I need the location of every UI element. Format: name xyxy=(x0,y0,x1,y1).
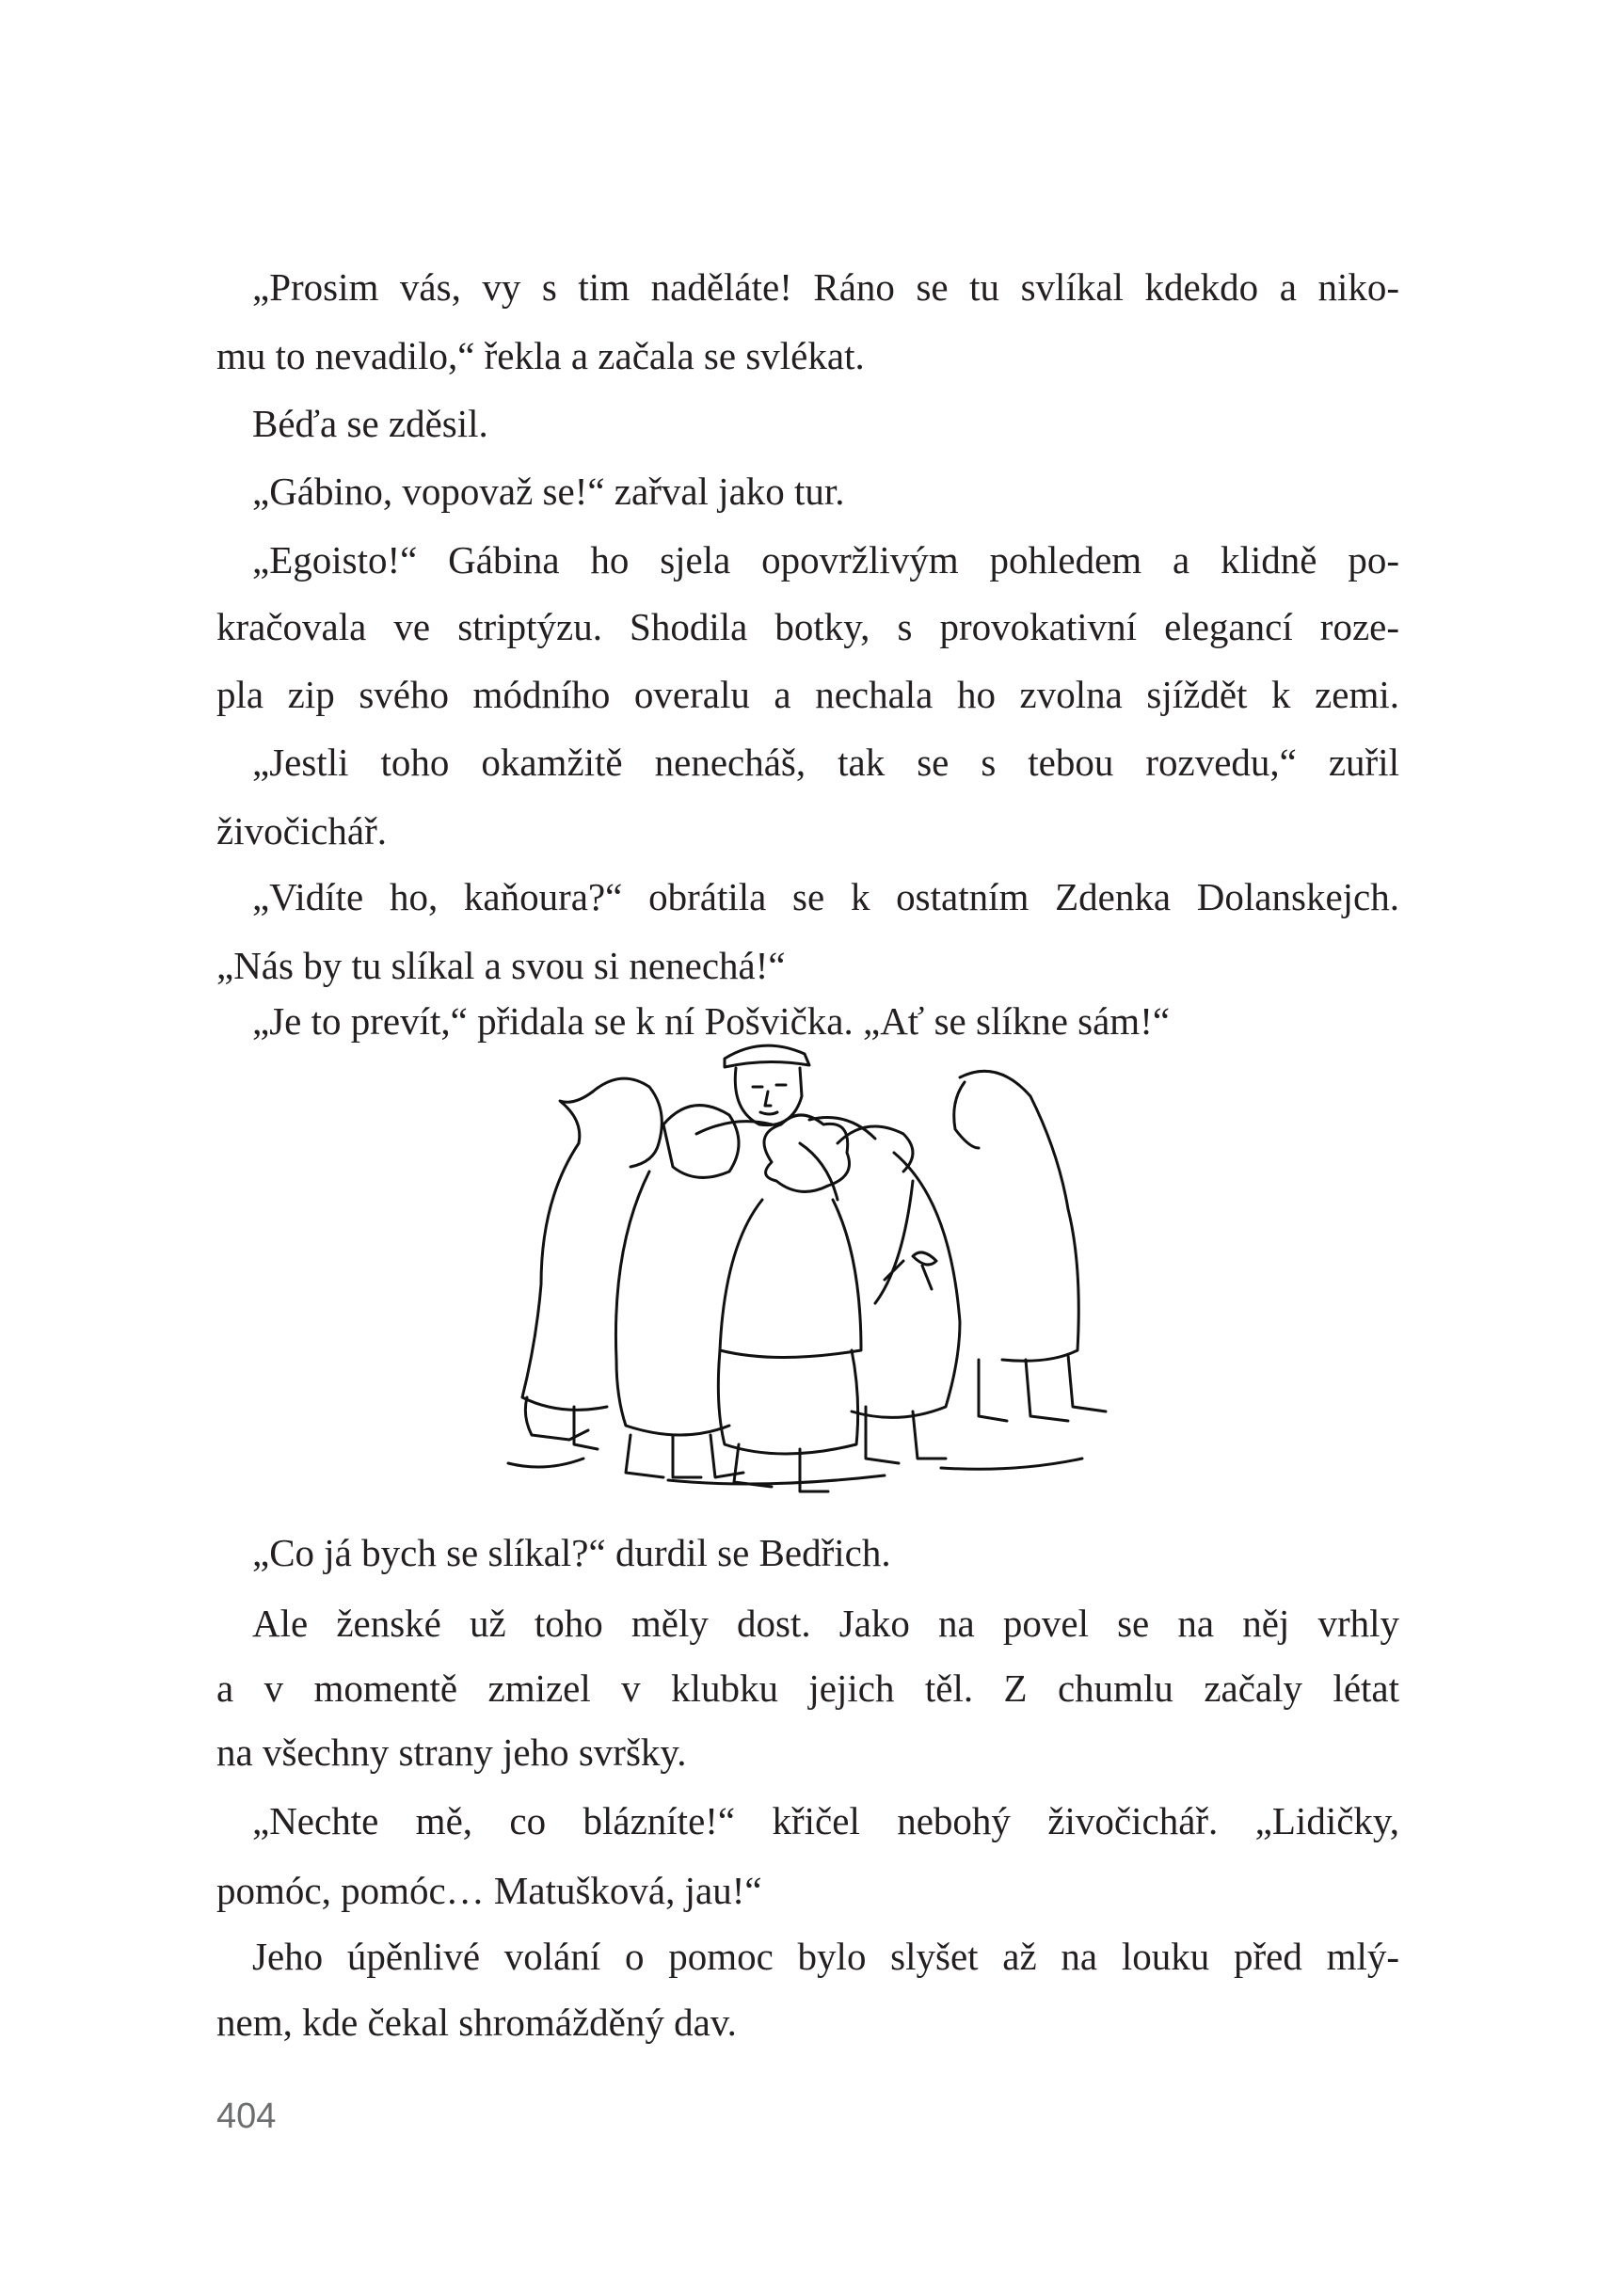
text-line: „Nás by tu slíkal a svou si nenechá!“ xyxy=(216,944,786,987)
text-line: živočichář. xyxy=(216,809,387,853)
text-line: „Egoisto!“ Gábina ho sjela opovržlivým pohledem a klidně po- xyxy=(252,538,1399,582)
text-line: „Gábino, vopovaž se!“ zařval jako tur. xyxy=(252,470,845,513)
text-line: „Co já bych se slíkal?“ durdil se Bedřich. xyxy=(252,1531,891,1574)
text-line: Béďa se zděsil. xyxy=(252,402,488,445)
text-line: pla zip svého módního overalu a nechala ho zvolna sjíždět k zemi. xyxy=(216,673,1399,716)
text-line: nem, kde čekal shromážděný dav. xyxy=(216,2001,737,2044)
text-line: a v momentě zmizel v klubku jejich těl. Z chumlu začaly létat xyxy=(216,1666,1399,1710)
text-line: na všechny strany jeho svršky. xyxy=(216,1730,687,1774)
text-line: Ale ženské už toho měly dost. Jako na povel se na něj vrhly xyxy=(252,1602,1399,1645)
text-line: „Vidíte ho, kaňoura?“ obrátila se k ostatním Zdenka Dolanskejch. xyxy=(252,875,1399,918)
text-line: „Je to prevít,“ přidala se k ní Pošvička. „Ať se slíkne sám!“ xyxy=(252,999,1171,1043)
text-line: kračovala ve striptýzu. Shodila botky, s provokativní elegancí roze- xyxy=(216,605,1399,648)
text-line: „Prosim vás, vy s tim naděláte! Ráno se tu svlíkal kdekdo a niko- xyxy=(252,265,1399,309)
text-line: „Jestli toho okamžitě nenecháš, tak se s tebou rozvedu,“ zuřil xyxy=(252,741,1399,784)
text-line: Jeho úpěnlivé volání o pomoc bylo slyšet až na louku před mlý- xyxy=(252,1935,1399,1978)
text-line: „Nechte mě, co blázníte!“ křičel nebohý živočichář. „Lidičky, xyxy=(252,1799,1399,1842)
text-line: mu to nevadilo,“ řekla a začala se svlékat. xyxy=(216,334,865,377)
page-number: 404 xyxy=(216,2097,277,2136)
text-line: pomóc, pomóc… Matušková, jau!“ xyxy=(216,1869,762,1912)
illustration-crowd-of-women xyxy=(489,1021,1129,1501)
